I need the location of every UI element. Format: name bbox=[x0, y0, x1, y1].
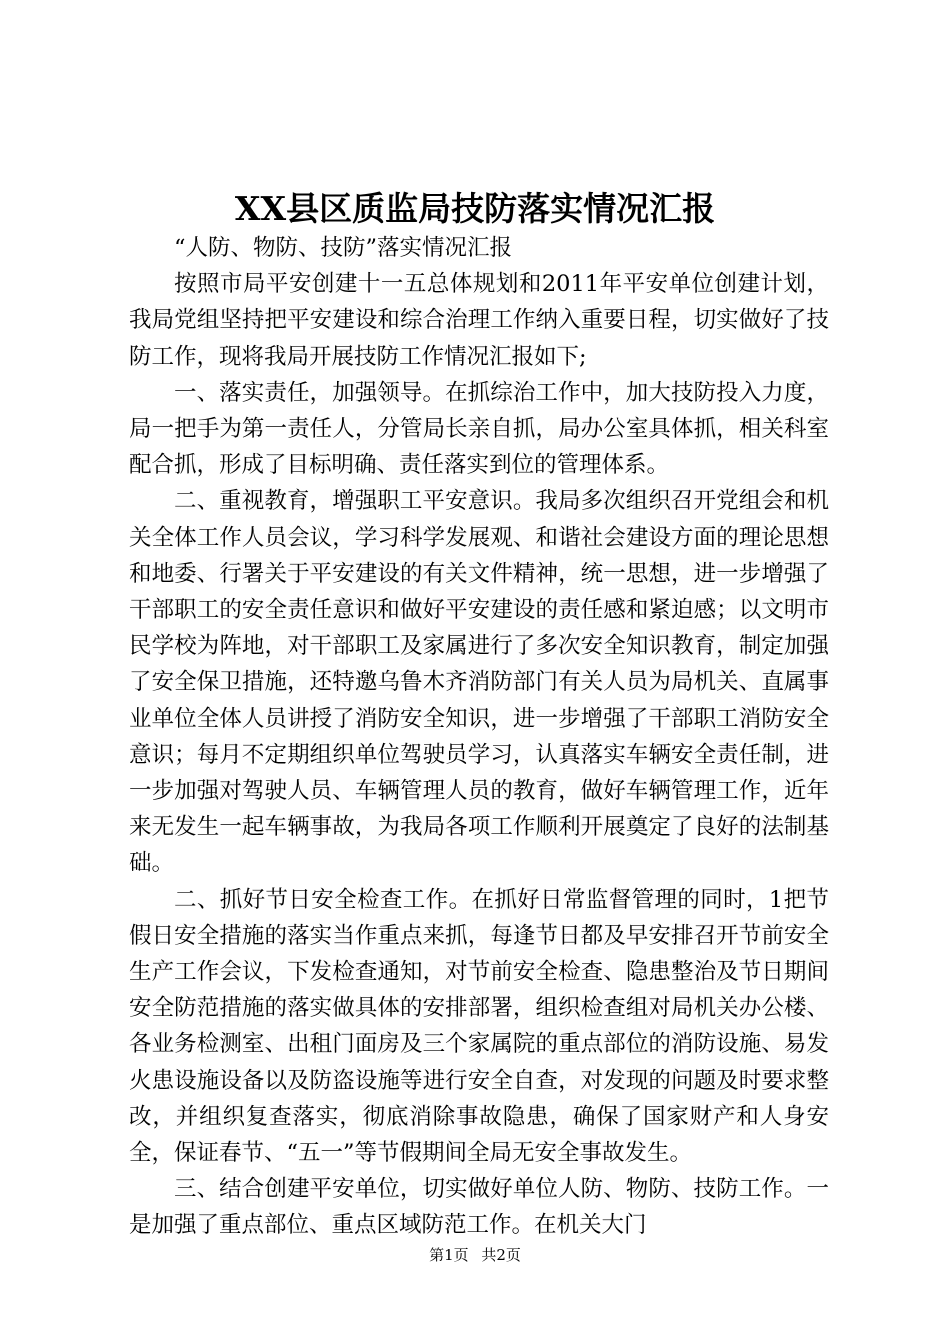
page-total: 共2页 bbox=[481, 1246, 521, 1264]
section-safe-unit-paragraph: 三、结合创建平安单位，切实做好单位人防、物防、技防工作。一是加强了重点部位、重点区域防范工作。在机关大门 bbox=[129, 1176, 829, 1239]
page-number: 第1页 bbox=[429, 1246, 469, 1264]
document-title: XX县区质监局技防落实情况汇报 bbox=[234, 189, 716, 228]
section-responsibility-paragraph: 一、落实责任，加强领导。在抓综治工作中，加大技防投入力度，局一把手为第一责任人，分管局长亲自抓，局办公室具体抓，相关科室配合抓，形成了目标明确、责任落实到位的管理体系。 bbox=[129, 379, 829, 479]
document-body bbox=[129, 230, 829, 1244]
subtitle-paragraph: “人防、物防、技防”落实情况汇报 bbox=[174, 235, 513, 261]
section-holiday-check-paragraph: 二、抓好节日安全检查工作。在抓好日常监督管理的同时，1把节假日安全措施的落实当作重点来抓，每逢节日都及早安排召开节前安全生产工作会议，下发检查通知，对节前安全检查、隐患整治及节日期间安全防范措施的落实做具体的安排部署，组织检查组对局机关办公楼、各业务检测室、出租门面房及三个家属院的重点部位的消防设施、易发火患设施设备以及防盗设施等进行安全自查，对发现的问题及时要求整改，并组织复查落实，彻底消除事故隐患，确保了国家财产和人身安全，保证春节、“五一”等节假期间全局无安全事故发生。 bbox=[129, 886, 829, 1167]
section-education-paragraph: 二、重视教育，增强职工平安意识。我局多次组织召开党组会和机关全体工作人员会议，学习科学发展观、和谐社会建设方面的理论思想和地委、行署关于平安建设的有关文件精神，统一思想，进一步增强了干部职工的安全责任意识和做好平安建设的责任感和紧迫感；以文明市民学校为阵地，对干部职工及家属进行了多次安全知识教育，制定加强了安全保卫措施，还特邀乌鲁木齐消防部门有关人员为局机关、直属事业单位全体人员讲授了消防安全知识，进一步增强了干部职工消防安全意识；每月不定期组织单位驾驶员学习，认真落实车辆安全责任制，进一步加强对驾驶人员、车辆管理人员的教育，做好车辆管理工作，近年来无发生一起车辆事故，为我局各项工作顺利开展奠定了良好的法制基础。 bbox=[129, 488, 829, 877]
intro-paragraph: 按照市局平安创建十一五总体规划和2011年平安单位创建计划，我局党组坚持把平安建设和综合治理工作纳入重要日程，切实做好了技防工作，现将我局开展技防工作情况汇报如下; bbox=[129, 271, 829, 370]
page-footer bbox=[0, 1244, 950, 1266]
